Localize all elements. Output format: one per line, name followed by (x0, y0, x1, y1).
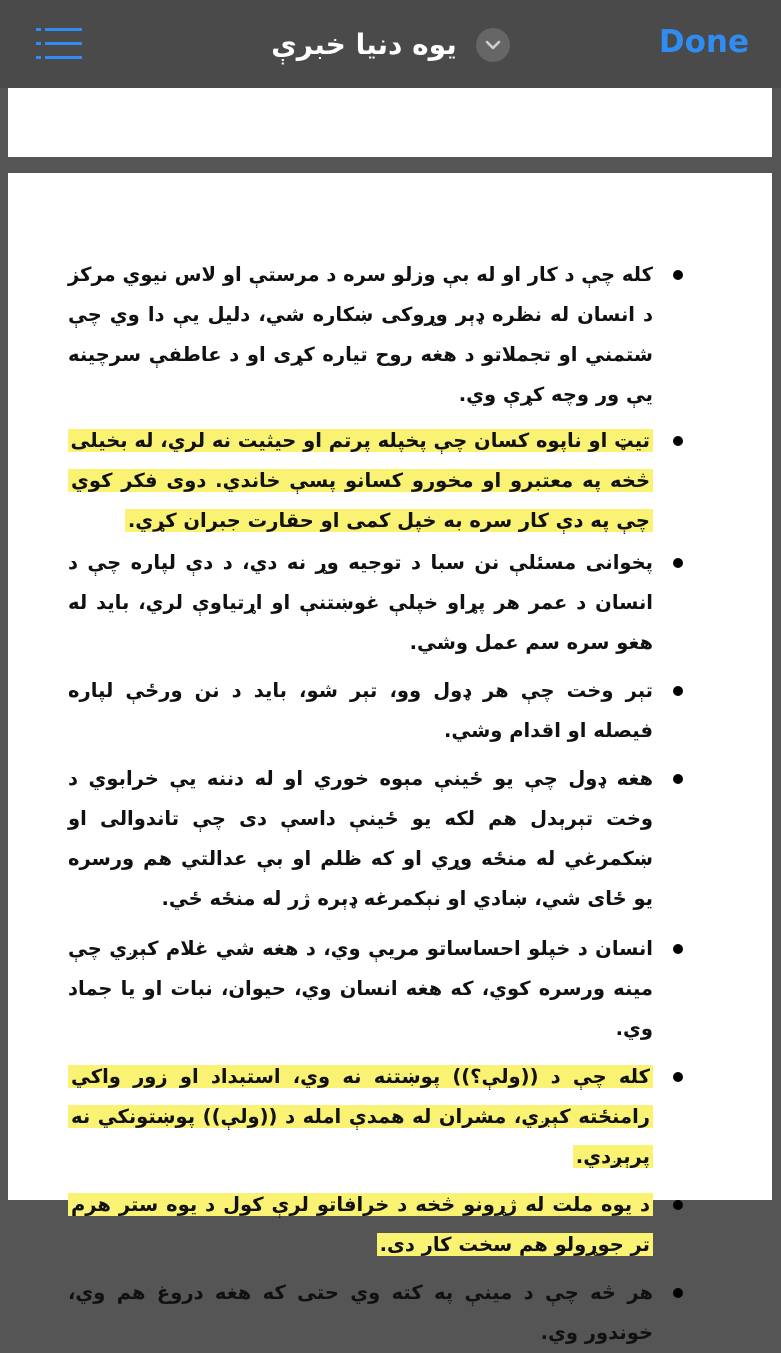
list-item-text: انسان د خپلو احساساتو مريې وي، د هغه شي غلام کېږي چې مينه ورسره کوي، که هغه انسان وي، حيوان، نبات او يا جماد وي. (68, 937, 653, 1040)
list-item-text: هغه ډول چې يو ځينې مېوه خوري او له دننه يې خرابوي د وخت تېرېدل هم لکه يو ځينې داسې دی چې تاندوالی او ښکمرغي له منځه وړي او که ظلم او بې عدالتي هم ورسره يو ځای شي، ښادي او نېکمرغه ډېره ژر له منځه ځي. (68, 767, 653, 910)
bullet-dot (673, 558, 683, 568)
bullet-dot (673, 774, 683, 784)
bullet-dot (673, 944, 683, 954)
document-page (8, 173, 772, 1344)
list-item (68, 671, 683, 751)
done-button[interactable]: Done (658, 24, 749, 60)
list-item-text: د يوه ملت له ژړونو څخه د خرافاتو لرې کول د يوه ستر هرم تر جوړولو هم سخت کار دی. (68, 1193, 653, 1256)
bullet-dot (673, 686, 683, 696)
bullet-dot (673, 270, 683, 280)
list-item-text: تېر وخت چې هر ډول وو، تېر شو، بايد د نن ورځې لپاره فيصله او اقدام وشي. (68, 679, 653, 742)
bullet-list (68, 255, 683, 1353)
top-toolbar (0, 0, 781, 88)
list-item (68, 759, 683, 919)
list-item (68, 255, 683, 415)
document-title[interactable]: يوه دنيا خبرې (271, 27, 457, 61)
list-item (68, 1185, 683, 1265)
list-item (68, 1273, 683, 1353)
list-item (68, 1057, 683, 1177)
bullet-dot (673, 1200, 683, 1210)
list-item-text: پخوانی مسئلې نن سبا د توجيه وړ نه دي، د دې لپاره چې د انسان د عمر هر پړاو خپلې غوښتنې او اړتياوې لري، بايد له هغو سره سم عمل وشي. (68, 551, 653, 654)
previous-page (8, 88, 772, 157)
chevron-down-icon[interactable] (476, 28, 510, 62)
bullet-dot (673, 1288, 683, 1298)
bullet-dot (673, 436, 683, 446)
list-item (68, 543, 683, 663)
bullet-dot (673, 1072, 683, 1082)
list-item (68, 421, 683, 541)
list-item-text: هر څه چې د مينې په کته وي حتی که هغه دروغ هم وي، خوندور وي. (68, 1281, 653, 1344)
list-item (68, 929, 683, 1049)
list-item-text: کله چې د کار او له بې وزلو سره د مرستې او لاس نيوي مرکز د انسان له نظره ډېر وړوکی ښکاره شي، دليل يې دا وي چې شتمني او تجملاتو د هغه روح تياره کړی او د عاطفې سرچينه يې ور وچه کړې وي. (68, 263, 653, 406)
list-item-text: تيټ او ناپوه کسان چې پخپله پرتم او حيثيت نه لري، له بخيلی څخه په معتبرو او مخورو کسانو پسې خاندي. دوی فکر کوي چې په دې کار سره به خپل کمی او حقارت جبران کړي. (68, 429, 653, 532)
list-item-text: کله چې د ((ولې؟)) پوښتنه نه وي، استبداد او زور واکي رامنځته کېږي، مشران له همدې امله د ((ولې)) پوښتونکي نه پرېږدي. (68, 1065, 653, 1168)
